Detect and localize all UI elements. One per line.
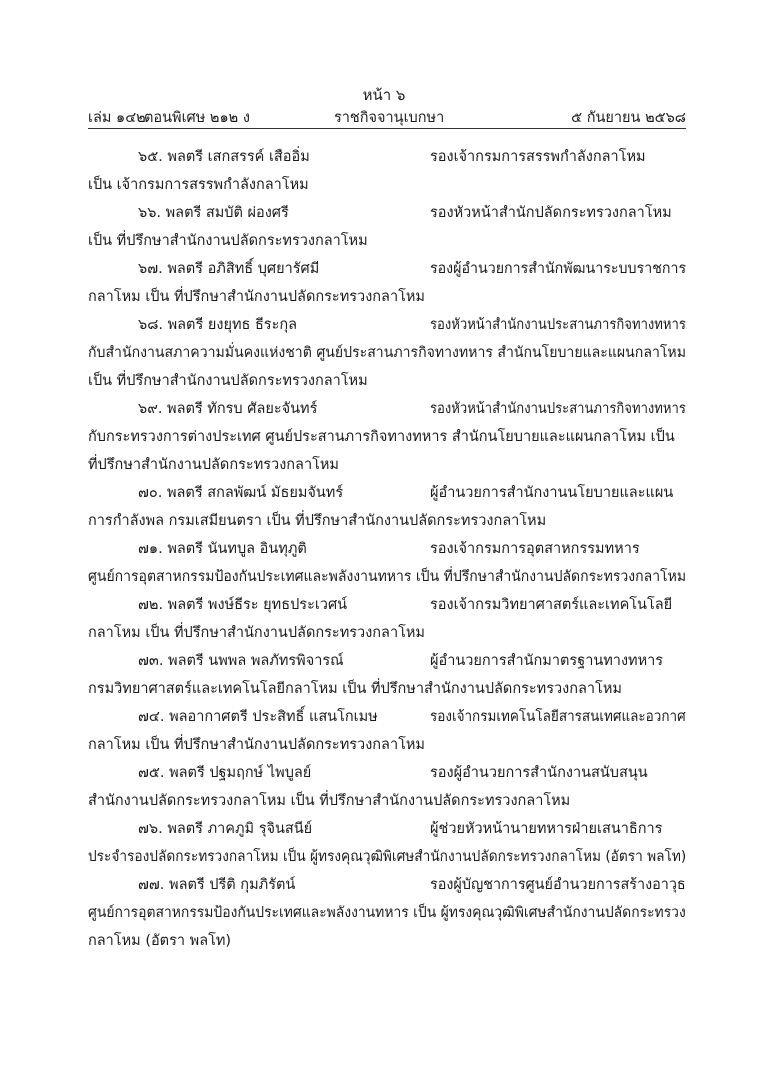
entry-number-name: ๖๙. พลตรี ทักรบ ศัลยะจันทร์ [138, 401, 318, 417]
entry-old-position: รองผู้บัญชาการศูนย์อำนวยการสร้างอาวุธ [430, 877, 686, 893]
entry-old-position: รองเจ้ากรมการสรรพกำลังกลาโหม [430, 149, 646, 165]
entry-continuation-line [88, 285, 686, 307]
entry-old-position: รองหัวหน้าสำนักปลัดกระทรวงกลาโหม [430, 205, 672, 221]
entry-line [88, 593, 686, 615]
entry-line [88, 397, 686, 419]
entry-old-position: ผู้อำนวยการสำนักมาตรฐานทางทหาร [430, 653, 664, 669]
entry-old-position: ผู้อำนวยการสำนักงานนโยบายและแผน [430, 485, 674, 501]
entry-line [88, 313, 686, 335]
entry-continuation-line [88, 621, 686, 643]
entry-line [88, 649, 686, 671]
header-volume: เล่ม ๑๔๒ [88, 110, 146, 126]
header-gazette-title: ราชกิจจานุเบกษา [334, 110, 445, 126]
entry-new-position: สำนักงานปลัดกระทรวงกลาโหม เป็น ที่ปรึกษาสำนักงานปลัดกระทรวงกลาโหม [88, 793, 571, 809]
entry-continuation-line [88, 929, 686, 951]
entry-line [88, 481, 686, 503]
entry-continuation-line [88, 789, 686, 811]
entry-continuation-line [88, 425, 686, 447]
entry-number-name: ๗๗. พลตรี ปรีติ กุมภิรัตน์ [138, 877, 296, 893]
entry-old-position: รองผู้อำนวยการสำนักงานสนับสนุน [430, 765, 648, 781]
entry-line [88, 537, 686, 559]
header-date: ๕ กันยายน ๒๕๖๘ [571, 110, 686, 126]
entry-continuation-line [88, 733, 686, 755]
entry-new-position: เป็น ที่ปรึกษาสำนักงานปลัดกระทรวงกลาโหม [88, 373, 368, 389]
entry-line [88, 257, 686, 279]
entry-new-position: เป็น เจ้ากรมการสรรพกำลังกลาโหม [88, 177, 309, 193]
entry-continuation-line [88, 229, 686, 251]
entry-new-position: กลาโหม เป็น ที่ปรึกษาสำนักงานปลัดกระทรวงกลาโหม [88, 737, 425, 753]
entry-new-position: ศูนย์การอุตสาหกรรมป้องกันประเทศและพลังงานทหาร เป็น ผู้ทรงคุณวุฒิพิเศษสำนักงานปลัดกระทรวง [88, 905, 686, 921]
entry-continuation-line [88, 453, 686, 475]
gazette-header [88, 106, 686, 129]
entry-new-position: การกำลังพล กรมเสมียนตรา เป็น ที่ปรึกษาสำนักงานปลัดกระทรวงกลาโหม [88, 513, 547, 529]
entry-old-position: รองหัวหน้าสำนักงานประสานภารกิจทางทหาร [430, 401, 686, 417]
entry-number-name: ๗๕. พลตรี ปฐมฤกษ์ ไพบูลย์ [138, 765, 312, 781]
page-number: หน้า ๖ [362, 86, 406, 104]
entry-continuation-line [88, 509, 686, 531]
entry-new-position: กับกระทรวงการต่างประเทศ ศูนย์ประสานภารกิจทางทหาร สำนักนโยบายและแผนกลาโหม เป็น [88, 429, 675, 445]
entry-new-position: กลาโหม (อัตรา พลโท) [88, 933, 232, 949]
entry-new-position: กับสำนักงานสภาความมั่นคงแห่งชาติ ศูนย์ประสานภารกิจทางทหาร สำนักนโยบายและแผนกลาโหม [88, 345, 686, 361]
entry-old-position: รองเจ้ากรมเทคโนโลยีสารสนเทศและอวกาศ [430, 709, 686, 725]
entry-number-name: ๗๐. พลตรี สกลพัฒน์ มัธยมจันทร์ [138, 485, 344, 501]
entry-new-position: ศูนย์การอุตสาหกรรมป้องกันประเทศและพลังงานทหาร เป็น ที่ปรึกษาสำนักงานปลัดกระทรวงกลาโหม [88, 569, 687, 585]
entry-number-name: ๗๑. พลตรี นันทบูล อินทุภูติ [138, 541, 307, 557]
entry-old-position: รองผู้อำนวยการสำนักพัฒนาระบบราชการ [430, 261, 687, 277]
header-issue: ตอนพิเศษ ๒๑๒ ง [144, 110, 250, 126]
entry-continuation-line [88, 341, 686, 363]
entry-continuation-line [88, 369, 686, 391]
entry-new-position: เป็น ที่ปรึกษาสำนักงานปลัดกระทรวงกลาโหม [88, 233, 368, 249]
entry-number-name: ๗๓. พลตรี นพพล พลภัทรพิจารณ์ [138, 653, 344, 669]
entry-continuation-line [88, 173, 686, 195]
entry-new-position: กลาโหม เป็น ที่ปรึกษาสำนักงานปลัดกระทรวงกลาโหม [88, 289, 425, 305]
entry-number-name: ๗๒. พลตรี พงษ์ธีระ ยุทธประเวศน์ [138, 597, 348, 613]
entry-line [88, 873, 686, 895]
entry-continuation-line [88, 901, 686, 923]
entry-old-position: ผู้ช่วยหัวหน้านายทหารฝ่ายเสนาธิการ [430, 821, 663, 837]
entry-old-position: รองหัวหน้าสำนักงานประสานภารกิจทางทหาร [430, 317, 686, 333]
entry-line [88, 817, 686, 839]
entry-continuation-line [88, 565, 686, 587]
entry-line [88, 145, 686, 167]
entry-number-name: ๖๗. พลตรี อภิสิทธิ์ บุศยารัศมี [138, 261, 320, 277]
entry-line [88, 705, 686, 727]
entry-number-name: ๖๘. พลตรี ยงยุทธ ธีระกุล [138, 317, 298, 333]
entry-new-position: กรมวิทยาศาสตร์และเทคโนโลยีกลาโหม เป็น ที่ปรึกษาสำนักงานปลัดกระทรวงกลาโหม [88, 681, 622, 697]
entry-new-position: ที่ปรึกษาสำนักงานปลัดกระทรวงกลาโหม [88, 457, 339, 473]
entry-line [88, 761, 686, 783]
entry-new-position: ประจำรองปลัดกระทรวงกลาโหม เป็น ผู้ทรงคุณวุฒิพิเศษสำนักงานปลัดกระทรวงกลาโหม (อัตรา พลโท) [88, 849, 687, 865]
entry-new-position: กลาโหม เป็น ที่ปรึกษาสำนักงานปลัดกระทรวงกลาโหม [88, 625, 425, 641]
entry-continuation-line [88, 845, 686, 867]
entry-continuation-line [88, 677, 686, 699]
entry-number-name: ๗๖. พลตรี ภาคภูมิ รุจินสนีย์ [138, 821, 313, 837]
entry-number-name: ๖๕. พลตรี เสกสรรค์ เสืออิ่ม [138, 149, 310, 165]
entry-number-name: ๗๔. พลอากาศตรี ประสิทธิ์ แสนโกเมษ [138, 709, 378, 725]
entry-old-position: รองเจ้ากรมวิทยาศาสตร์และเทคโนโลยี [430, 597, 673, 613]
entry-number-name: ๖๖. พลตรี สมบัติ ผ่องศรี [138, 205, 289, 221]
entry-line [88, 201, 686, 223]
entry-old-position: รองเจ้ากรมการอุตสาหกรรมทหาร [430, 541, 640, 557]
